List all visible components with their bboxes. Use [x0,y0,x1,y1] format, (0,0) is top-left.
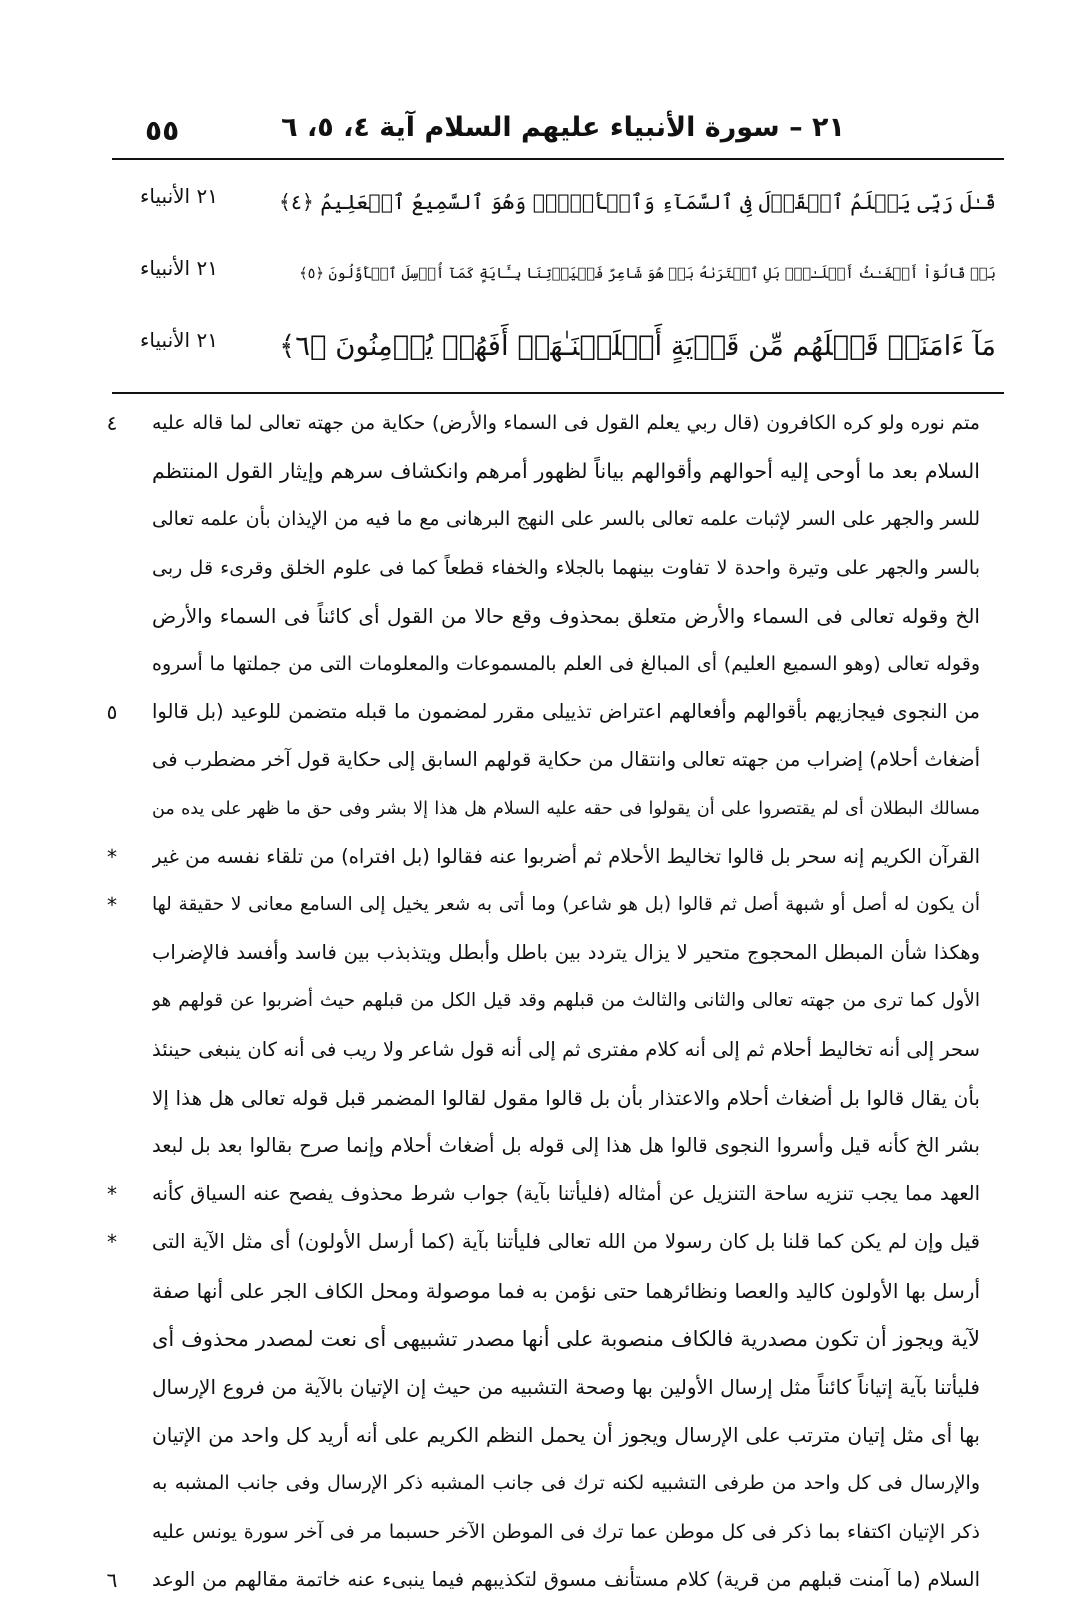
commentary-line [112,1075,1004,1121]
verse-text: مَآ ءَامَنَتۡ قَبۡلَهُم مِّن قَرۡيَةٍ أَهۡلَكۡنَـٰهَآۖ أَفَهُمۡ يُؤۡمِنُونَ ﴿٦﴾ [279,330,996,362]
commentary-line [106,400,1004,446]
commentary-text: سحر إلى أنه تخاليط أحلام ثم إلى أنه كلام مفترى ثم إلى أنه قول شاعر ولا ريب فى أنه كان ينبغى حينئذ [152,1037,980,1061]
commentary-text: الخ وقوله تعالى فى السماء والأرض متعلق بمحذوف وقع حالا من القول أى كائناً فى السماء والأرض [152,603,980,628]
commentary-line [112,1509,1004,1555]
verse-line [140,244,996,304]
commentary-line [112,593,1004,639]
commentary-text: وهكذا شأن المبطل المحجوج متحير لا يزال يتردد بين باطل وأبطل ويتذبذب بين فاسد وأفسد فالإضراب [152,941,980,965]
margin-marker: ٥ [106,700,118,725]
commentary-line [112,448,1004,494]
commentary-text: للسر والجهر على السر لإثبات علمه تعالى بالسر على النهج البرهانى مع ما فيه من الإيذان بأن علمه تعالى [152,508,980,531]
commentary-text: مسالك البطلان أى لم يقتصروا على أن يقولوا فى حقه عليه السلام هل هذا إلا بشر وفى حق ما ظهر على يده من [152,798,980,819]
running-title: ٢١ – سورة الأنبياء عليهم السلام آية ٤، ٥، ٦ [281,112,845,143]
commentary-text: السلام (ما آمنت قبلهم من قرية) كلام مستأنف مسوق لتكذيبهم فيما ينبىء عنه خاتمة مقالهم من الوعد [152,1567,980,1591]
commentary-text: القرآن الكريم إنه سحر بل قالوا تخاليط الأحلام ثم أضربوا عنه فقالوا (بل افتراه) من تلقاء نفسه من غير [152,844,980,868]
margin-marker: ٦ [106,1567,118,1592]
margin-marker: * [107,1230,117,1255]
commentary-line [112,1123,1004,1169]
commentary-text: الأول كما ترى من جهته تعالى والثانى والثالث من قبلهم وقد قيل الكل من قبلهم حيث أضربوا عن قولهم هو [152,990,980,1012]
page-number: ٥٥ [145,114,180,147]
quran-verses-block [140,172,996,382]
verse-line [140,172,996,232]
commentary-text: بالسر والجهر على وتيرة واحدة لا تفاوت بينهما بالجلاء والخفاء قطعاً كما فى علوم الخلق وقرىء قل ربى [152,556,980,579]
commentary-line [106,1557,1004,1603]
commentary-text: فليأتنا بآية إتياناً كائناً مثل إرسال الأولين بها وصحة التشبيه من حيث إن الإتيان بالآية من فروع الإرسال [152,1375,980,1399]
commentary-text: والإرسال فى كل واحد من طرفى التشبيه لكنه ترك فى جانب المشبه ذكر الإرسال وفى جانب المشبه به [152,1472,980,1495]
commentary-line [107,834,1004,880]
page-header [115,108,995,154]
margin-marker: ٤ [106,411,118,435]
commentary-line [112,930,1004,976]
commentary-text: ذكر الإتيان اكتفاء بما ذكر فى كل موطن عما ترك فى الموطن الآخر حسبما مر فى آخر سورة يونس عليه [152,1520,980,1543]
verse-reference: ٢١ الأنبياء [140,256,218,280]
commentary-text: قيل وإن لم يكن كما قلنا بل كان رسولا من الله تعالى فليأتنا بآية (كما أرسل الأولون) أى مثل الآية التى [152,1230,980,1254]
verses-divider [112,392,1004,394]
commentary-line [112,1460,1004,1506]
commentary-text: السلام بعد ما أوحى إليه أحوالهم وأقوالهم بياناً لظهور أمرهم وانكشاف سرهم وإيثار القول المنتظم [152,459,980,484]
commentary-text: بها أى مثل إتيان مترتب على الإرسال ويجوز أن يحمل النظم الكريم على أنه أريد كل واحد من الإتيان [152,1423,980,1448]
commentary-body [106,400,1004,1610]
verse-text: بَلۡ قَالُوٓاْ أَضۡغَـٰثُ أَحۡلَـٰمِۭ بَلِ ٱفۡتَرَىٰهُ بَلۡ هُوَ شَاعِرٌ فَلۡيَأۡتِنَا بِـَٔايَةٍ كَمَآ أُرۡسِلَ ٱلۡأَوَّلُونَ ﴿٥﴾ [299,266,996,282]
verse-line [140,316,996,376]
commentary-line [112,1268,1004,1314]
verse-reference: ٢١ الأنبياء [140,328,218,352]
commentary-text: العهد مما يجب تنزيه ساحة التنزيل عن أمثاله (فليأتنا بآية) جواب شرط محذوف يفصح عنه السياق كأنه [152,1182,980,1206]
commentary-line [112,545,1004,591]
commentary-line [107,1219,1004,1265]
commentary-line [112,786,1004,832]
verse-reference: ٢١ الأنبياء [140,184,218,208]
commentary-text: أضغاث أحلام) إضراب من جهته تعالى وانتقال من حكاية قولهم السابق إلى حكاية قول آخر مضطرب فى [152,748,980,772]
margin-marker: * [107,844,117,869]
commentary-text: أرسل بها الأولون كاليد والعصا ونظائرهما حتى نؤمن به فما موصولة ومحل الكاف الجر على أنها صفة [152,1278,980,1303]
commentary-line [112,1316,1004,1362]
commentary-text: من النجوى فيجازيهم بأقوالهم وأفعالهم اعتراض تذييلى مقرر لمضمون ما قبله متضمن للوعيد (بل قالوا [152,700,980,724]
margin-marker: * [107,1182,117,1207]
commentary-line [112,978,1004,1024]
commentary-line [112,641,1004,687]
commentary-text: وقوله تعالى (وهو السميع العليم) أى المبالغ فى العلم بالمسموعات والمعلومات التى من جملتها ما أسروه [152,653,980,675]
commentary-line [112,496,1004,542]
commentary-line [107,1171,1004,1217]
commentary-text: بأن يقال قالوا بل أضغاث أحلام والاعتذار بأن بل قالوا مقول لقالوا المضمر قبل قوله تعالى هل هذا إلا [152,1085,980,1110]
commentary-text: أن يكون له أصل أو شبهة أصل ثم قالوا (بل هو شاعر) وما أتى به شعر يخيل إلى السامع معانى لا حقيقة لها [152,894,980,915]
commentary-text: متم نوره ولو كره الكافرون (قال ربي يعلم القول فى السماء والأرض) حكاية من جهته تعالى لما قاله عليه [152,412,980,434]
commentary-line [112,1027,1004,1073]
commentary-line [107,882,1004,928]
commentary-line [112,737,1004,783]
commentary-line [112,1364,1004,1410]
verse-text: قَـٰلَ رَبِّى يَعۡلَمُ ٱلۡقَوۡلَ فِى ٱلسَّمَآءِ وَٱلۡأَرۡضِۖ وَهُوَ ٱلسَّمِيعُ ٱلۡعَلِيمُ ﴿٤﴾ [278,190,996,214]
commentary-line [106,689,1004,735]
commentary-text: لآية ويجوز أن تكون مصدرية فالكاف منصوبة على أنها مصدر تشبيهى أى نعت لمصدر محذوف أى [152,1326,980,1351]
header-divider [112,158,1004,160]
commentary-line [112,1412,1004,1458]
margin-marker: * [107,893,117,917]
commentary-text: بشر الخ كأنه قيل وأسروا النجوى قالوا هل هذا إلى قوله بل أضغاث أحلام وإنما صرح بقالوا بعد بل لبعد [152,1134,980,1157]
